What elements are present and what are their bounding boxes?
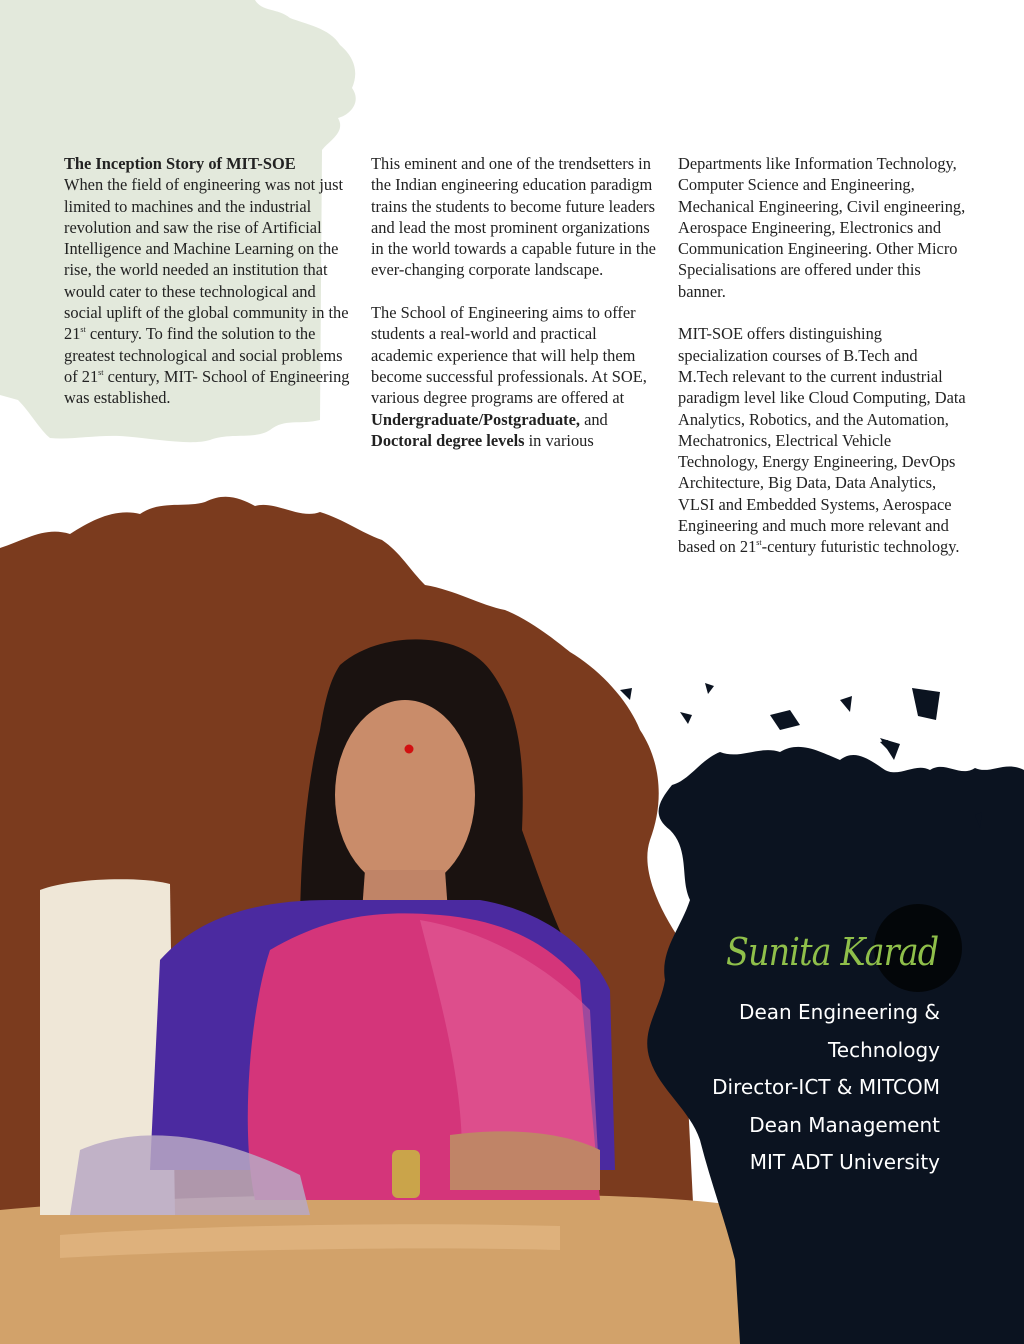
trendsetters-paragraph: This eminent and one of the trendsetters in the Indian engineering education paradigm trains the students to become future leaders and lead the most prominent organizations in the world towards a capable future in the ever-changing corporate landscape. xyxy=(371,154,656,280)
specializations-paragraph: MIT-SOE offers distinguishing specialization courses of B.Tech and M.Tech relevant to the current industrial paradigm level like Cloud Computing, Data Analytics, Robotics, and the Automation, Mechatronics, Electrical Vehicle Technology, Energy Engineering, DevOps Architecture, Big Data, Data Analytics, VLSI and Embedded Systems, Aerospace Engineering and much more relevant and based on 21st-century futuristic technology. xyxy=(678,324,966,557)
desk-surface xyxy=(0,1194,740,1344)
role-line: MIT ADT University xyxy=(749,1150,940,1174)
role-line: Dean Engineering & xyxy=(739,1000,940,1024)
role-line: Director-ICT & MITCOM xyxy=(712,1075,940,1099)
column-school-overview xyxy=(371,153,659,472)
degree-programs-paragraph: The School of Engineering aims to offer students a real-world and practical academic experience that will help them become successful professionals. At SOE, various degree programs are offered at Undergraduate/Postgraduate, and Doctoral degree levels in various xyxy=(371,303,647,450)
inception-paragraph: When the field of engineering was not just limited to machines and the industrial revolution and saw the rise of Artificial Intelligence and Machine Learning on the rise, the world needed an institution that would cater to these technological and social uplift of the global community in the 21st century. To find the solution to the greatest technological and social problems of 21st century, MIT- School of Engineering was established. xyxy=(64,175,350,408)
section-heading: The Inception Story of MIT-SOE xyxy=(64,154,296,173)
departments-paragraph: Departments like Information Technology, Computer Science and Engineering, Mechanical Engineering, Civil engineering, Aerospace Engineering, Electronics and Communication Engineering. Other Micro Specialisations are offered under this banner. xyxy=(678,154,966,301)
column-inception-story xyxy=(64,153,352,430)
role-line: Dean Management xyxy=(749,1112,940,1137)
profile-name: Sunita Karad xyxy=(725,930,938,974)
profile-roles xyxy=(610,994,940,1182)
role-line: Technology xyxy=(827,1037,940,1062)
column-departments xyxy=(678,153,966,579)
